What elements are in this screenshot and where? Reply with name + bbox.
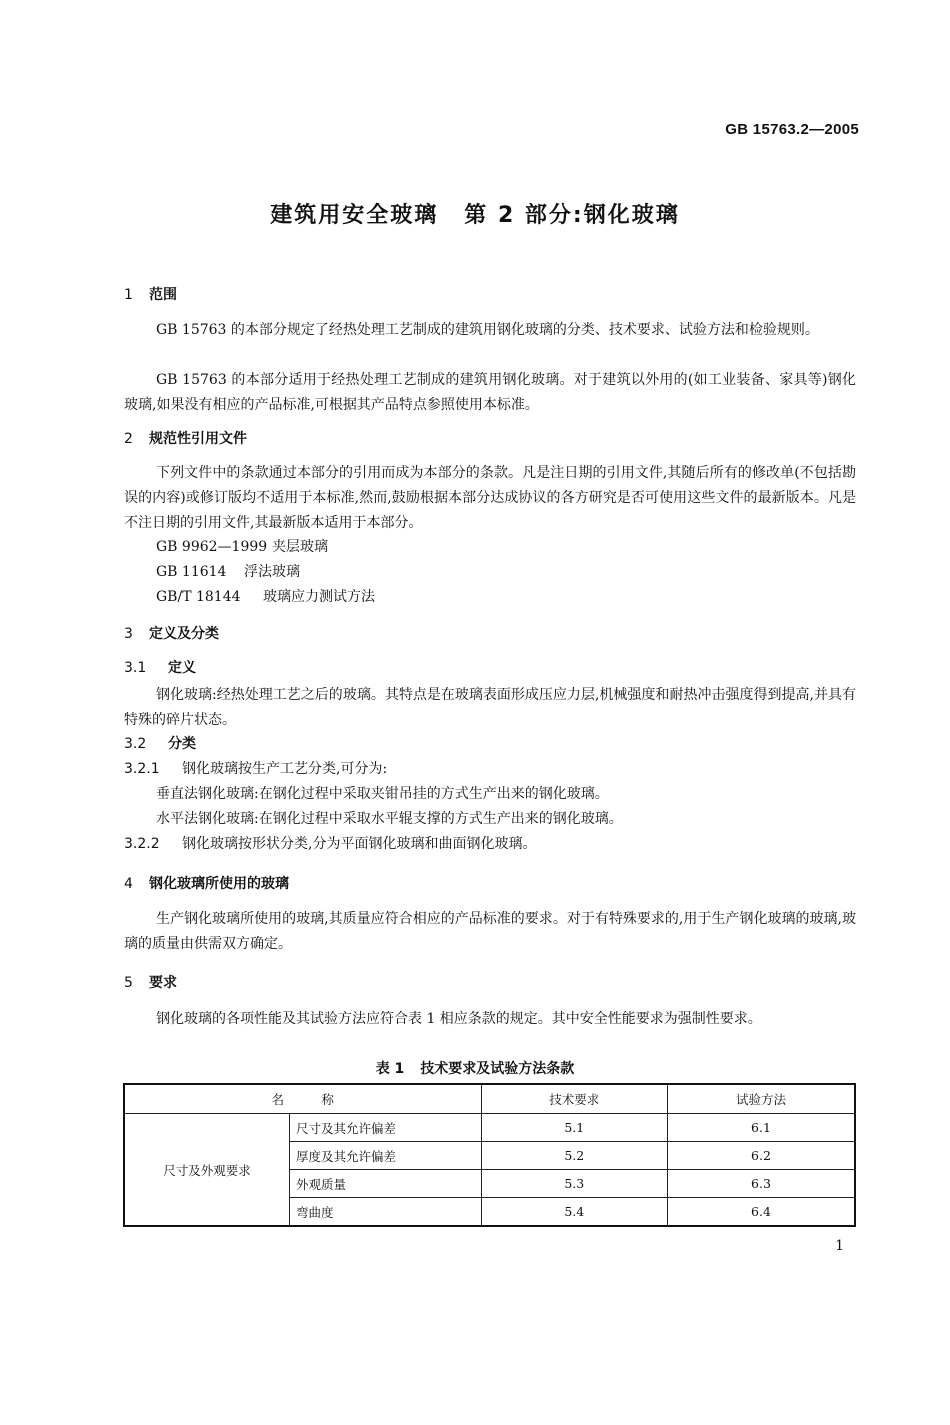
paragraph: GB 15763 的本部分适用于经热处理工艺制成的建筑用钢化玻璃。对于建筑以外用的(如工业装备、家具等)钢化玻璃,如果没有相应的产品标准,可根据其产品特点参照使用本标准。 xyxy=(124,372,856,413)
table-caption-number: 表 1 xyxy=(375,1061,405,1077)
section-title: 范围 xyxy=(149,287,177,303)
paragraph: 生产钢化玻璃所使用的玻璃,其质量应符合相应的产品标准的要求。对于有特殊要求的,用于生产钢化玻璃的玻璃,玻璃的质量由供需双方确定。 xyxy=(124,911,856,952)
document-code: GB 15763.2—2005 xyxy=(725,121,859,138)
item-cell: 厚度及其允许偏差 xyxy=(290,1142,481,1170)
reference-code: GB/T 18144 xyxy=(156,589,241,605)
subsection-text: 钢化玻璃按生产工艺分类,可分为: xyxy=(182,761,388,777)
section-heading-5 xyxy=(124,972,177,992)
header-requirement: 技术要求 xyxy=(481,1084,667,1114)
table-header-row xyxy=(124,1084,855,1114)
section-number: 4 xyxy=(124,876,133,892)
header-method: 试验方法 xyxy=(668,1084,856,1114)
table-row xyxy=(124,1114,855,1142)
subsection-3-2-1 xyxy=(124,757,387,782)
subsection-heading-3-2 xyxy=(124,732,196,757)
subsection-title: 定义 xyxy=(168,660,196,676)
section-title: 定义及分类 xyxy=(149,626,219,642)
reference-name: 夹层玻璃 xyxy=(272,539,328,555)
section-number: 1 xyxy=(124,287,133,303)
subsection-number: 3.2.2 xyxy=(124,836,160,852)
paragraph: 钢化玻璃:经热处理工艺之后的玻璃。其特点是在玻璃表面形成压应力层,机械强度和耐热冲击强度得到提高,并具有特殊的碎片状态。 xyxy=(124,687,856,728)
reference-item xyxy=(156,585,375,610)
reference-name: 浮法玻璃 xyxy=(244,564,300,580)
item-cell: 尺寸及其允许偏差 xyxy=(290,1114,481,1142)
page-number: 1 xyxy=(835,1238,844,1254)
section-number: 2 xyxy=(124,431,133,447)
reference-code: GB 11614 xyxy=(156,564,227,580)
section-title: 规范性引用文件 xyxy=(149,431,247,447)
section-title: 钢化玻璃所使用的玻璃 xyxy=(149,876,289,892)
subsection-number: 3.2 xyxy=(124,736,147,752)
requirements-table xyxy=(123,1083,856,1227)
title-main: 建筑用安全玻璃 xyxy=(270,203,439,228)
paragraph: 钢化玻璃的各项性能及其试验方法应符合表 1 相应条款的规定。其中安全性能要求为强制性要求。 xyxy=(156,1011,762,1027)
section-number: 5 xyxy=(124,975,133,991)
requirement-cell: 5.3 xyxy=(481,1170,667,1198)
item-cell: 外观质量 xyxy=(290,1170,481,1198)
method-cell: 6.2 xyxy=(668,1142,856,1170)
paragraph: 下列文件中的条款通过本部分的引用而成为本部分的条款。凡是注日期的引用文件,其随后所有的修改单(不包括勘误的内容)或修订版均不适用于本标准,然而,鼓励根据本部分达成协议的各方研究是否可使用这些文件的最新版本。凡是不注日期的引用文件,其最新版本适用于本部分。 xyxy=(124,465,856,531)
title-part: 第 2 部分:钢化玻璃 xyxy=(464,203,680,228)
section-heading-4 xyxy=(124,873,289,893)
requirement-cell: 5.4 xyxy=(481,1198,667,1227)
section-heading-3 xyxy=(124,623,219,643)
subsection-3-2-2 xyxy=(124,832,536,857)
table-caption-title: 技术要求及试验方法条款 xyxy=(420,1061,575,1077)
requirement-cell: 5.1 xyxy=(481,1114,667,1142)
method-cell: 6.4 xyxy=(668,1198,856,1227)
section-title: 要求 xyxy=(149,975,177,991)
page-title xyxy=(0,198,950,229)
subsection-number: 3.1 xyxy=(124,660,147,676)
subsection-heading-3-1 xyxy=(124,656,196,681)
section-heading-1 xyxy=(124,284,177,304)
subsection-title: 分类 xyxy=(168,736,196,752)
list-item: 水平法钢化玻璃:在钢化过程中采取水平辊支撑的方式生产出来的钢化玻璃。 xyxy=(156,811,623,827)
method-cell: 6.1 xyxy=(668,1114,856,1142)
table-caption xyxy=(0,1058,950,1078)
section-heading-2 xyxy=(124,428,247,448)
paragraph: GB 15763 的本部分规定了经热处理工艺制成的建筑用钢化玻璃的分类、技术要求、试验方法和检验规则。 xyxy=(156,322,819,338)
subsection-number: 3.2.1 xyxy=(124,761,160,777)
method-cell: 6.3 xyxy=(668,1170,856,1198)
item-cell: 弯曲度 xyxy=(290,1198,481,1227)
reference-item xyxy=(156,535,328,560)
reference-item xyxy=(156,560,300,585)
group-cell: 尺寸及外观要求 xyxy=(124,1114,290,1227)
section-number: 3 xyxy=(124,626,133,642)
reference-code: GB 9962—1999 xyxy=(156,539,268,555)
list-item: 垂直法钢化玻璃:在钢化过程中采取夹钳吊挂的方式生产出来的钢化玻璃。 xyxy=(156,786,609,802)
reference-name: 玻璃应力测试方法 xyxy=(263,589,375,605)
subsection-text: 钢化玻璃按形状分类,分为平面钢化玻璃和曲面钢化玻璃。 xyxy=(182,836,537,852)
requirement-cell: 5.2 xyxy=(481,1142,667,1170)
header-name: 名 称 xyxy=(124,1084,481,1114)
